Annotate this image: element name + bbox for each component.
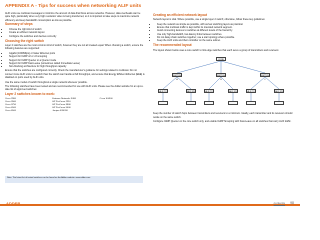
recommended-layout-heading: The recommended layout — [153, 43, 192, 48]
summary-list — [5, 28, 145, 38]
switch-model: Cisco 3560 — [5, 100, 16, 103]
contents-link[interactable]: contents — [273, 201, 285, 205]
page-footer — [0, 200, 300, 212]
receiver-box: ALIF RX — [229, 91, 237, 94]
footer-stripe — [0, 204, 300, 206]
list-item: • Keep the network as simple as possible, with as few switching layers as practical. — [157, 23, 293, 26]
list-item: • Support for IGMP Fast-Leave (sometimes called Immediate Leave) — [9, 62, 145, 65]
switch-model: Cisco 2960 — [5, 97, 16, 100]
switch-config-paragraph: Ensure that the switches are configured correctly. Check the manufacturer's guidance for settings related to multicast. Do not connect more ALIF units to a switch than the switch can handle at full throughput, and ensure that Energy Efficient Ethernet (EEE) is disabled on ports used by ALIF units. — [5, 69, 145, 80]
summary-heading: Summary of steps — [5, 22, 33, 27]
switch-model: Extreme Networks X460 — [52, 97, 76, 100]
layout-guidelines-list — [153, 23, 293, 43]
switch-model-grid — [5, 98, 145, 113]
list-item: • Gigabit (1000Mbps) or faster Ethernet ports — [9, 52, 145, 55]
right-column — [153, 12, 293, 125]
switch-model — [100, 110, 145, 113]
transmitter-box: ALIF TX — [247, 91, 255, 94]
edge-switch-box: SWITCH B — [217, 75, 225, 82]
transmitter-box: ALIF TX — [205, 91, 213, 94]
choosing-switch-heading: Choosing the right switch — [5, 38, 45, 43]
network-layout-heading: Creating an efficient network layout — [153, 12, 208, 17]
list-item: • Ensure that multicast traffic is kept within its intended network segment. — [157, 26, 293, 29]
list-item: • Keep the ALIF units and their controller on the same subnet. — [157, 39, 293, 42]
list-item: • Choose the right kind of switch — [9, 28, 145, 31]
intro-paragraph: ALIF units use multicast messages to minimize the amount of data that flows across networks. However, data overheads can be quite high, particularly when very high resolution video is being transferred, so it is important to take steps to maximize network efficiency and keep bandwidth consumption as low as possible. — [5, 12, 141, 22]
receiver-box: ALIF RX — [187, 91, 195, 94]
adder-logo: ADDER — [6, 201, 21, 206]
note-box — [5, 176, 143, 183]
switch-model: Cisco 4500 — [5, 106, 16, 109]
edge-switch-box: SWITCH A — [173, 75, 181, 82]
choosing-switch-intro: Layer 2 switches are the most common kind of switch, however they are not all created equal. When choosing a switch, ensure the following features are supported: — [5, 44, 144, 51]
list-item: • Support for IGMP v2 or v3 snooping — [9, 55, 145, 58]
note-text: Note: The latest list of tested switches can be found on the Adder website: www.adder.com — [7, 177, 91, 179]
igmp-config-paragraph: Configure IGMP Querier on the core switch only, and enable IGMP Snooping with Fast-Leave on all switches that carry ALIF traffic. — [153, 120, 292, 124]
list-item: • Support for IGMP Querier or a Querier mode — [9, 59, 145, 62]
list-item: • Configure the switches and devices correctly — [9, 35, 145, 38]
switches-known-heading: Layer 2 switches known to work: — [5, 92, 55, 97]
monitor-box — [274, 101, 284, 105]
switch-model: Juniper EX4200 — [52, 109, 68, 112]
switch-hops-paragraph: Keep the number of switch hops between transmitters and receivers to a minimum. Ideally, each transmitter and its receivers should reside on the same switch. — [153, 112, 293, 119]
list-item: • Create an efficient network layout — [9, 31, 145, 34]
switch-features-list — [5, 52, 145, 68]
page-number: 98 — [290, 201, 294, 205]
recommended-layout-intro: The layout shown below uses a core switch to link edge switches that each serve a group of transmitters and receivers: — [153, 48, 279, 52]
edge-switch-box: SWITCH C — [261, 75, 269, 82]
switch-model: HP ProCurve 5400 — [52, 106, 71, 109]
switch-model: Cisco 3750 — [5, 103, 16, 106]
list-item: • Non-blocking architecture for high throughput capacity — [9, 65, 145, 68]
list-item: • Avoid connecting devices to switches at different levels of the hierarchy. — [157, 29, 293, 32]
switch-model: Cisco SG300 — [99, 97, 113, 100]
computer-box — [204, 101, 214, 105]
core-switch-box: CORE — [216, 57, 226, 61]
switch-model: HP ProCurve 2910 — [52, 100, 71, 103]
receiver-box: ALIF RX — [275, 91, 283, 94]
left-column — [5, 12, 145, 113]
network-layout-intro: Network layout is vital. Where possible, use a single layer 2 switch; otherwise, follow these key guidelines: — [153, 18, 266, 22]
monitor-box — [228, 101, 238, 105]
computer-box — [246, 101, 256, 105]
tested-switches-paragraph: The following switches have been tested and are recommended for use with ALIF units. Please see the Adder website for an up-to-date list of approved switches: — [5, 84, 144, 92]
list-item: • Use only high-bandwidth, low-latency links between switches. — [157, 33, 293, 36]
computer-box — [158, 101, 168, 105]
page-title: APPENDIX A - Tips for success when networking ALIF units — [5, 4, 142, 9]
switch-model-paragraph: Use the same model of switch throughout a single network wherever possible. — [5, 80, 88, 84]
network-diagram — [155, 53, 287, 110]
transmitter-box: ALIF TX — [159, 91, 167, 94]
list-item: • Do not daisy-chain switches together; use a star topology where possible. — [157, 36, 293, 39]
switch-model: Cisco 6500 — [5, 109, 16, 112]
switch-model: HP ProCurve 3800 — [52, 103, 71, 106]
monitor-box — [186, 101, 196, 105]
